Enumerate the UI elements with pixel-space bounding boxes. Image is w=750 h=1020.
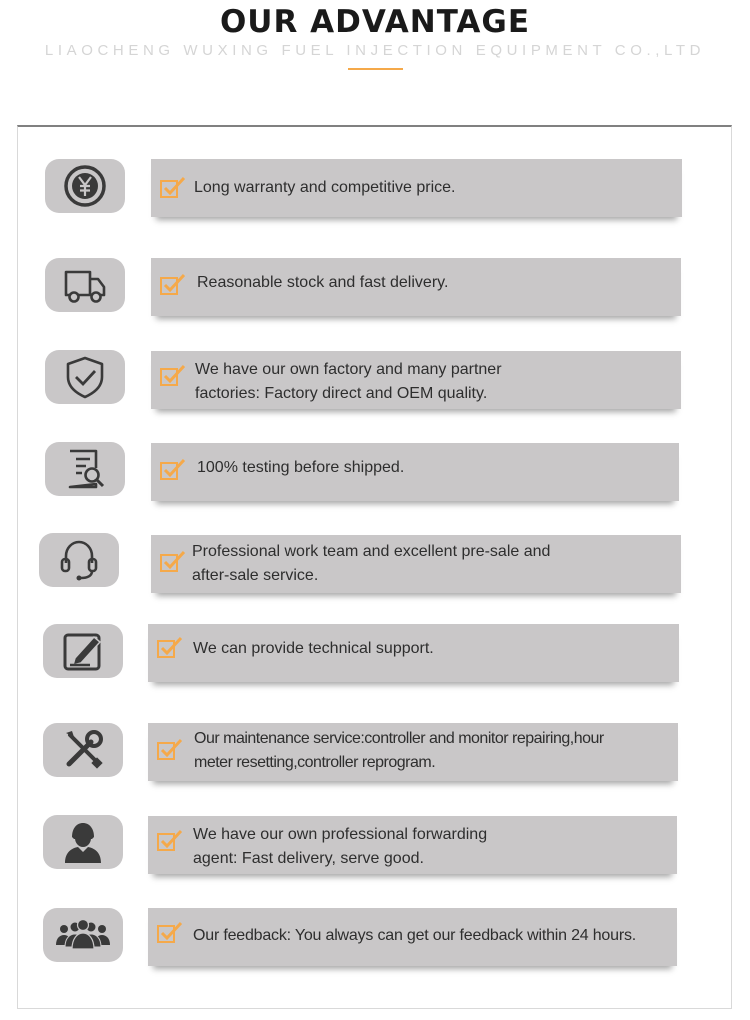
document-search-icon xyxy=(62,446,108,492)
advantage-row-5 xyxy=(151,535,681,593)
title-underline xyxy=(348,68,403,70)
checkbox-icon xyxy=(156,828,184,852)
yen-coin-icon xyxy=(62,163,108,209)
advantage-icon-box-1 xyxy=(45,159,125,213)
advantage-text-line: We have our own factory and many partner xyxy=(195,361,502,378)
checkbox-icon xyxy=(156,737,184,761)
truck-icon xyxy=(62,262,108,308)
advantage-icon-box-5 xyxy=(39,533,119,587)
advantage-text-line: Reasonable stock and fast delivery. xyxy=(197,274,449,291)
advantage-row-1 xyxy=(151,159,682,217)
advantage-row-9 xyxy=(148,908,677,966)
advantage-row-2 xyxy=(151,258,681,316)
advantage-row-4 xyxy=(151,443,679,501)
advantage-text-line: meter resetting,controller reprogram. xyxy=(194,754,436,771)
advantage-row-8 xyxy=(148,816,677,874)
advantage-text-line: We can provide technical support. xyxy=(193,640,434,657)
advantage-icon-box-4 xyxy=(45,442,125,496)
advantage-icon-box-3 xyxy=(45,350,125,404)
checkbox-icon xyxy=(159,272,187,296)
advantage-icon-box-6 xyxy=(43,624,123,678)
edit-pencil-icon xyxy=(60,628,106,674)
advantage-icon-box-2 xyxy=(45,258,125,312)
advantage-text-line: 100% testing before shipped. xyxy=(197,459,405,476)
advantage-text-line: We have our own professional forwarding xyxy=(193,826,488,843)
advantage-text-line: Our feedback: You always can get our feedback within 24 hours. xyxy=(193,927,636,944)
checkbox-icon xyxy=(159,175,187,199)
headset-icon xyxy=(56,537,102,583)
checkbox-icon xyxy=(156,635,184,659)
checkbox-icon xyxy=(159,457,187,481)
advantage-icon-box-8 xyxy=(43,815,123,869)
advantage-text-line: Professional work team and excellent pre-sale and xyxy=(192,543,551,560)
advantage-text-line: Our maintenance service:controller and monitor repairing,hour xyxy=(194,730,604,747)
wrench-screwdriver-icon xyxy=(60,727,106,773)
team-icon xyxy=(53,912,113,958)
advantage-text-line: after-sale service. xyxy=(192,567,319,584)
advantage-icon-box-7 xyxy=(43,723,123,777)
advantage-text-line: factories: Factory direct and OEM quality. xyxy=(195,385,488,402)
person-icon xyxy=(60,819,106,865)
advantage-text-line: Long warranty and competitive price. xyxy=(194,179,456,196)
page-title: OUR ADVANTAGE xyxy=(219,4,531,40)
advantage-text-line: agent: Fast delivery, serve good. xyxy=(193,850,424,867)
advantage-icon-box-9 xyxy=(43,908,123,962)
checkbox-icon xyxy=(156,920,184,944)
advantage-row-7 xyxy=(148,723,678,781)
checkbox-icon xyxy=(159,363,187,387)
advantage-row-6 xyxy=(148,624,679,682)
advantage-row-3 xyxy=(151,351,681,409)
shield-check-icon xyxy=(62,354,108,400)
company-subtitle: LIAOCHENG WUXING FUEL INJECTION EQUIPMENT CO.,LTD xyxy=(44,42,706,59)
checkbox-icon xyxy=(159,549,187,573)
